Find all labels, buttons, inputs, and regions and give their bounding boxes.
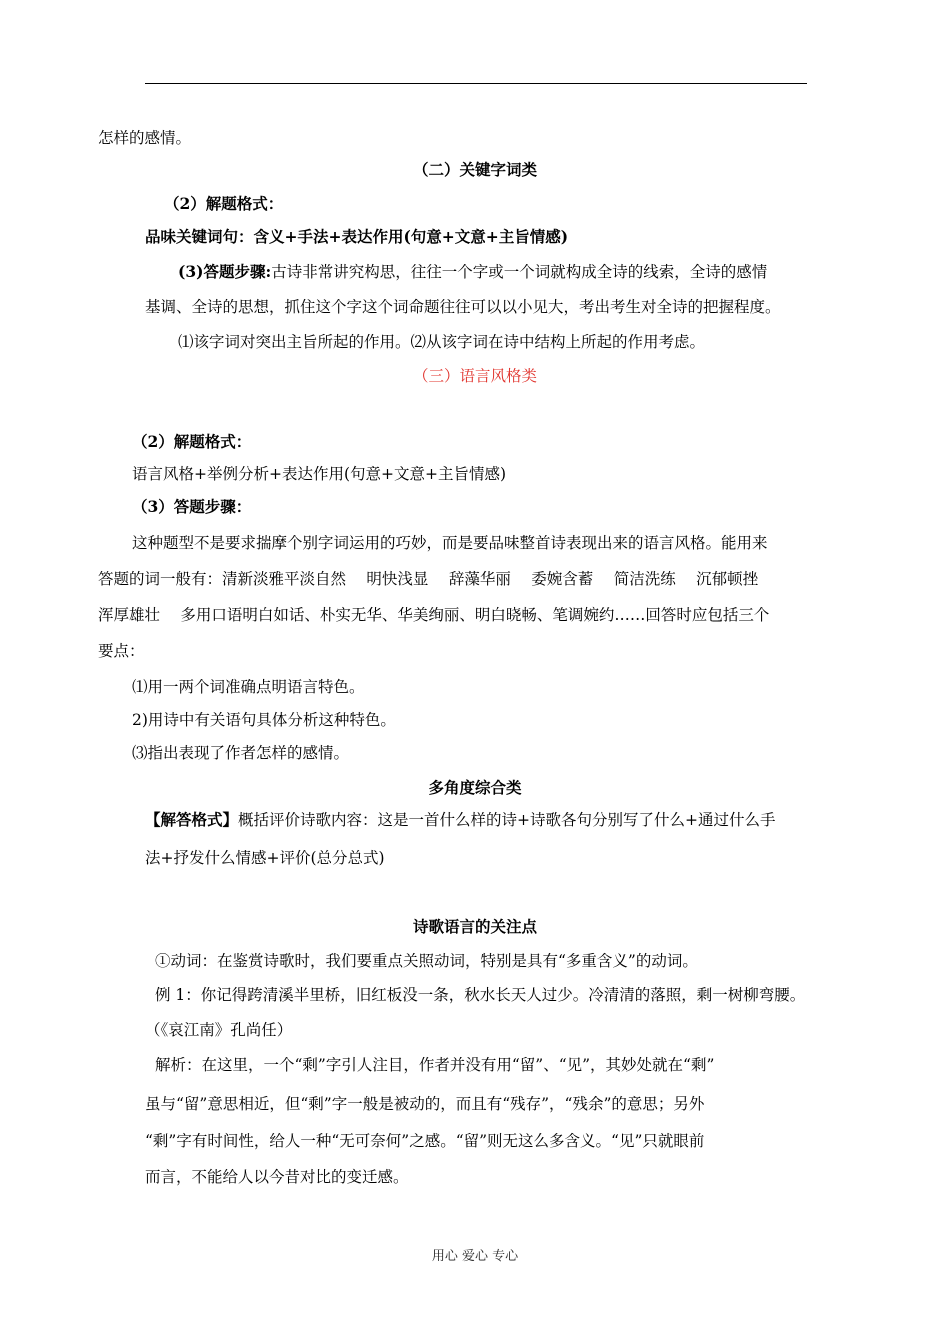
section3-para-3: 浑厚雄壮 多用口语明白如话、朴实无华、华美绚丽、明白晓畅、笔调婉约……回答时应包括三个 bbox=[98, 606, 770, 624]
section5-item-1: ①动词：在鉴赏诗歌时，我们要重点关照动词，特别是具有“多重含义”的动词。 bbox=[155, 952, 698, 970]
page-footer: 用心 爱心 专心 bbox=[431, 1249, 519, 1264]
section3-format-label: （2）解题格式： bbox=[132, 432, 252, 451]
section3-point-3: ⑶指出表现了作者怎样的感情。 bbox=[132, 744, 350, 762]
section5-title: 诗歌语言的关注点 bbox=[412, 917, 537, 936]
section3-title: （三）语言风格类 bbox=[412, 367, 537, 385]
section4-label: 【解答格式】 bbox=[145, 810, 239, 829]
section3-format-text: 语言风格+举例分析+表达作用(句意+文意+主旨情感) bbox=[132, 465, 507, 483]
section4-line1 bbox=[145, 810, 776, 830]
section3-point-1: ⑴用一两个词准确点明语言特色。 bbox=[132, 678, 365, 696]
section3-para-4: 要点： bbox=[98, 642, 145, 660]
header-rule bbox=[145, 83, 807, 84]
section4-text-1: 概括评价诗歌内容：这是一首什么样的诗+诗歌各句分别写了什么+通过什么手 bbox=[238, 811, 776, 829]
section4-text-2: 法+抒发什么情感+评价(总分总式) bbox=[145, 849, 385, 867]
section2-steps-line2: 基调、全诗的思想，抓住这个字这个词命题往往可以以小见大，考出考生对全诗的把握程度。 bbox=[145, 298, 781, 316]
section3-steps-label: （3）答题步骤： bbox=[132, 497, 252, 516]
section5-example: 例 1：你记得跨清溪半里桥，旧红板没一条，秋水长天人过少。冷清清的落照，剩一树柳弯腰。 bbox=[155, 986, 806, 1004]
continued-text: 怎样的感情。 bbox=[98, 129, 192, 147]
section2-format-label: （2）解题格式： bbox=[164, 194, 284, 213]
section5-analysis-1: 解析：在这里，一个“剩”字引人注目，作者并没有用“留”、“见”，其妙处就在“剩” bbox=[155, 1056, 715, 1074]
section5-analysis-2: 虽与“留”意思相近，但“剩”字一般是被动的，而且有“残存”，“残余”的意思；另外 bbox=[145, 1095, 705, 1113]
section2-steps-label: (3)答题步骤: bbox=[178, 262, 272, 281]
section3-point-2: 2)用诗中有关语句具体分析这种特色。 bbox=[132, 711, 396, 729]
section4-title: 多角度综合类 bbox=[428, 778, 522, 797]
section2-steps-line1 bbox=[178, 262, 767, 282]
section2-format-text: 品味关键词句：含义+手法+表达作用(句意+文意+主旨情感) bbox=[145, 227, 569, 246]
section5-analysis-4: 而言，不能给人以今昔对比的变迁感。 bbox=[145, 1168, 409, 1186]
section2-points: ⑴该字词对突出主旨所起的作用。⑵从该字词在诗中结构上所起的作用考虑。 bbox=[178, 333, 706, 351]
section2-title: （二）关键字词类 bbox=[412, 160, 537, 179]
section5-analysis-3: “剩”字有时间性，给人一种“无可奈何”之感。“留”则无这么多含义。“见”只就眼前 bbox=[145, 1132, 705, 1150]
section5-source: （《哀江南》孔尚任） bbox=[145, 1021, 293, 1039]
section3-para-2: 答题的词一般有：清新淡雅平淡自然 明快浅显 辞藻华丽 委婉含蓄 简洁洗练 沉郁顿挫 bbox=[98, 570, 759, 588]
section3-para-1: 这种题型不是要求揣摩个别字词运用的巧妙，而是要品味整首诗表现出来的语言风格。能用来 bbox=[132, 534, 768, 552]
section2-steps-text-1: 古诗非常讲究构思，往往一个字或一个词就构成全诗的线索，全诗的感情 bbox=[271, 263, 768, 281]
